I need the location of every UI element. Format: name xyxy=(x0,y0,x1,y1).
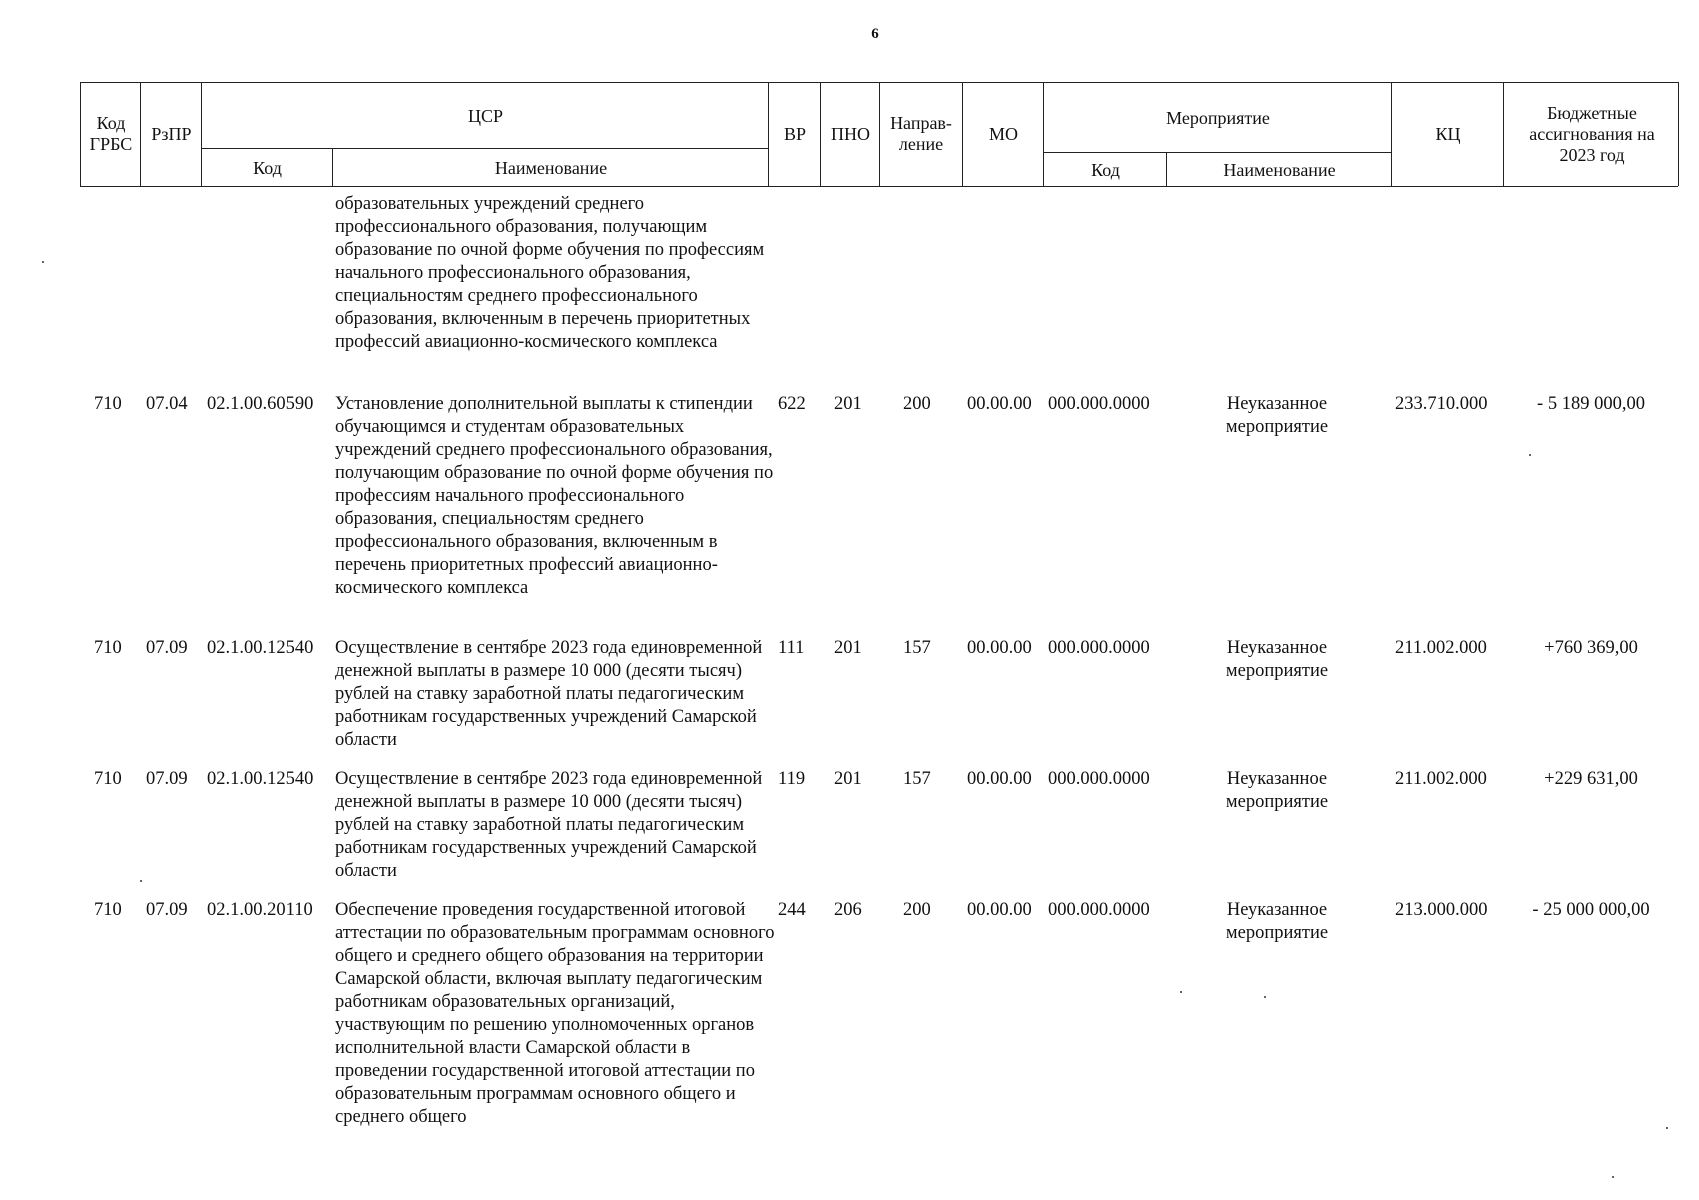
header-grbs: Код ГРБС xyxy=(89,113,133,154)
header-direction: Направ-ление xyxy=(890,113,952,154)
cell-grbs: 710 xyxy=(94,769,122,789)
cell-pno: 201 xyxy=(834,638,862,658)
header-csr-name: Наименование xyxy=(494,157,608,178)
cell-direction: 157 xyxy=(903,638,931,658)
cell-vr: 111 xyxy=(778,638,805,658)
cell-rzpr: 07.09 xyxy=(146,769,188,789)
cell-direction: 157 xyxy=(903,769,931,789)
cell-event-code: 000.000.0000 xyxy=(1048,900,1150,920)
cell-event-code: 000.000.0000 xyxy=(1048,394,1150,414)
cell-csr-code: 02.1.00.12540 xyxy=(207,769,314,789)
cell-direction: 200 xyxy=(903,900,931,920)
cell-kc: 211.002.000 xyxy=(1395,769,1487,789)
cell-event-name: Неуказанное мероприятие xyxy=(1225,638,1329,681)
scan-speck xyxy=(1529,454,1531,456)
cell-grbs: 710 xyxy=(94,900,122,920)
header-event-code: Код xyxy=(1091,159,1120,180)
scan-speck xyxy=(1612,1176,1614,1178)
cell-grbs: 710 xyxy=(94,638,122,658)
cell-kc: 213.000.000 xyxy=(1395,900,1488,920)
cell-csr-code: 02.1.00.60590 xyxy=(207,394,314,414)
scan-speck xyxy=(140,880,142,882)
cell-csr-code: 02.1.00.12540 xyxy=(207,638,314,658)
cell-grbs: 710 xyxy=(94,394,122,414)
cell-name: Обеспечение проведения государственной итоговой аттестации по образовательным программам основного общего и среднего общего образования на территории Самарской области, включая выплату педагогическим работникам образовательных организаций, участвующим по решению уполномоченных органов исполнительной власти Самарской области в проведении государственной итоговой аттестации по образовательным программам основного общего и среднего общего xyxy=(335,900,775,1127)
continuation-text: образовательных учреждений среднего профессионального образования, получающим образование по очной форме обучения по профессиям начального профессионального образования, специальностям среднего профессионального образования, включенным в перечень приоритетных профессий авиационно-космического комплекса xyxy=(335,194,765,352)
header-csr: ЦСР xyxy=(467,105,503,126)
cell-vr: 119 xyxy=(778,769,806,789)
cell-csr-code: 02.1.00.20110 xyxy=(207,900,313,920)
cell-amount: +229 631,00 xyxy=(1544,769,1638,789)
header-kc: КЦ xyxy=(1435,123,1461,144)
cell-vr: 622 xyxy=(778,394,806,414)
page-number: 6 xyxy=(871,26,879,42)
scan-speck xyxy=(1264,996,1266,998)
header-vr: ВР xyxy=(783,123,807,144)
cell-pno: 201 xyxy=(834,769,862,789)
cell-direction: 200 xyxy=(903,394,931,414)
cell-name: Установление дополнительной выплаты к стипендии обучающимся и студентам образовательных учреждений среднего профессионального образования, получающим образование по очной форме обучения по профессиям начального профессионального образования, специальностям среднего профессионального образования, включенным в перечень приоритетных профессий авиационно-космического комплекса xyxy=(335,394,774,598)
cell-event-code: 000.000.0000 xyxy=(1048,638,1150,658)
scan-speck xyxy=(42,261,44,263)
header-rzpr: РзПР xyxy=(151,123,192,144)
cell-mo: 00.00.00 xyxy=(967,900,1032,920)
header-event-name: Наименование xyxy=(1223,159,1336,180)
cell-name: Осуществление в сентябре 2023 года единовременной денежной выплаты в размере 10 000 (десяти тысяч) рублей на ставку заработной платы педагогическим работникам государственных учреждений Самарской области xyxy=(335,638,763,750)
cell-pno: 201 xyxy=(834,394,862,414)
cell-kc: 211.002.000 xyxy=(1395,638,1487,658)
cell-rzpr: 07.09 xyxy=(146,900,188,920)
cell-vr: 244 xyxy=(778,900,806,920)
scan-speck xyxy=(1666,1127,1668,1129)
cell-amount: +760 369,00 xyxy=(1544,638,1638,658)
cell-mo: 00.00.00 xyxy=(967,638,1032,658)
cell-event-name: Неуказанное мероприятие xyxy=(1225,769,1329,812)
scan-speck xyxy=(1180,991,1182,993)
header-mo: МО xyxy=(988,123,1018,144)
cell-pno: 206 xyxy=(834,900,862,920)
cell-rzpr: 07.09 xyxy=(146,638,188,658)
header-event: Мероприятие xyxy=(1166,107,1270,128)
cell-amount: - 25 000 000,00 xyxy=(1532,900,1650,920)
cell-event-code: 000.000.0000 xyxy=(1048,769,1150,789)
cell-event-name: Неуказанное мероприятие xyxy=(1225,900,1329,943)
cell-event-name: Неуказанное мероприятие xyxy=(1225,394,1329,437)
cell-rzpr: 07.04 xyxy=(146,394,188,414)
header-pno: ПНО xyxy=(831,123,870,144)
cell-amount: - 5 189 000,00 xyxy=(1537,394,1645,414)
cell-mo: 00.00.00 xyxy=(967,394,1032,414)
header-budget: Бюджетные ассигнования на 2023 год xyxy=(1529,102,1655,165)
header-csr-code: Код xyxy=(253,157,282,178)
cell-kc: 233.710.000 xyxy=(1395,394,1488,414)
cell-name: Осуществление в сентябре 2023 года единовременной денежной выплаты в размере 10 000 (десяти тысяч) рублей на ставку заработной платы педагогическим работникам государственных учреждений Самарской области xyxy=(335,769,763,881)
cell-mo: 00.00.00 xyxy=(967,769,1032,789)
